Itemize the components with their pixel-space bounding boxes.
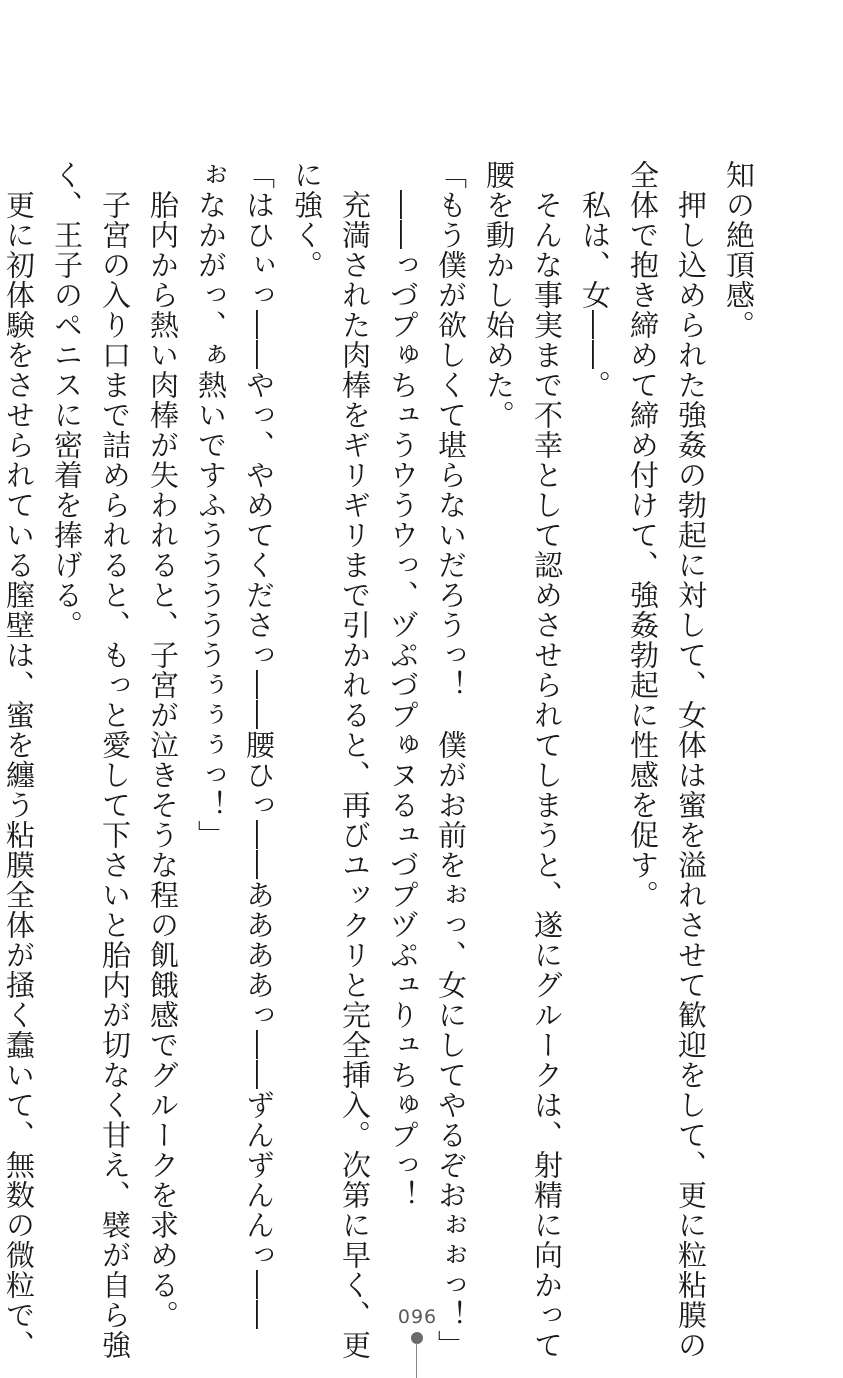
text-line: 押し込められた強姦の勃起に対して、女体は蜜を溢れさせて歓迎をして、更に粒粘膜の [674,160,708,1360]
page-number: 096 [397,1306,438,1328]
page-marker-line [416,1343,417,1378]
text-line: 子宮の入り口まで詰められると、もっと愛して下さいと胎内が切なく甘え、襞が自ら強 [98,160,132,1360]
text-line: ぉなかがっ、ぁ熱いですふうううううぅぅぅっ！」 [194,160,228,850]
text-line: ――っづプゅちュうウうウっ、ヅぷづプゅヌるュづプヅぷュりュちゅプっ！ [386,160,420,1210]
text-line: 「はひぃっ――やっ、やめてくださっ――腰ひっ――ああああっ――ずんずんんっ―― [242,160,276,1330]
text-line: 全体で抱き締めて締め付けて、強姦勃起に性感を促す。 [626,160,660,910]
text-line: そんな事実まで不幸として認めさせられてしまうと、遂にグルークは、射精に向かって [530,160,564,1360]
text-line: 知の絶頂感。 [722,160,756,340]
text-line: 腰を動かし始めた。 [482,160,516,430]
text-line: く、王子のペニスに密着を捧げる。 [50,160,84,640]
text-line: 胎内から熱い肉棒が失われると、子宮が泣きそうな程の飢餓感でグルークを求める。 [146,160,180,1330]
text-line: 私は、女――。 [578,160,612,400]
text-line: 充満された肉棒をギリギリまで引かれると、再びユックリと完全挿入。次第に早く、更 [338,160,372,1360]
text-line: 更に初体験をさせられている膣壁は、蜜を纏う粘膜全体が掻く蠢いて、無数の微粒で、 [2,160,36,1360]
text-line: 「もう僕が欲しくて堪らないだろうっ！ 僕がお前をぉっ、女にしてやるぞおぉぉっ！」 [434,160,468,1360]
page-marker-dot [411,1332,423,1344]
text-line: に強く。 [290,160,324,280]
